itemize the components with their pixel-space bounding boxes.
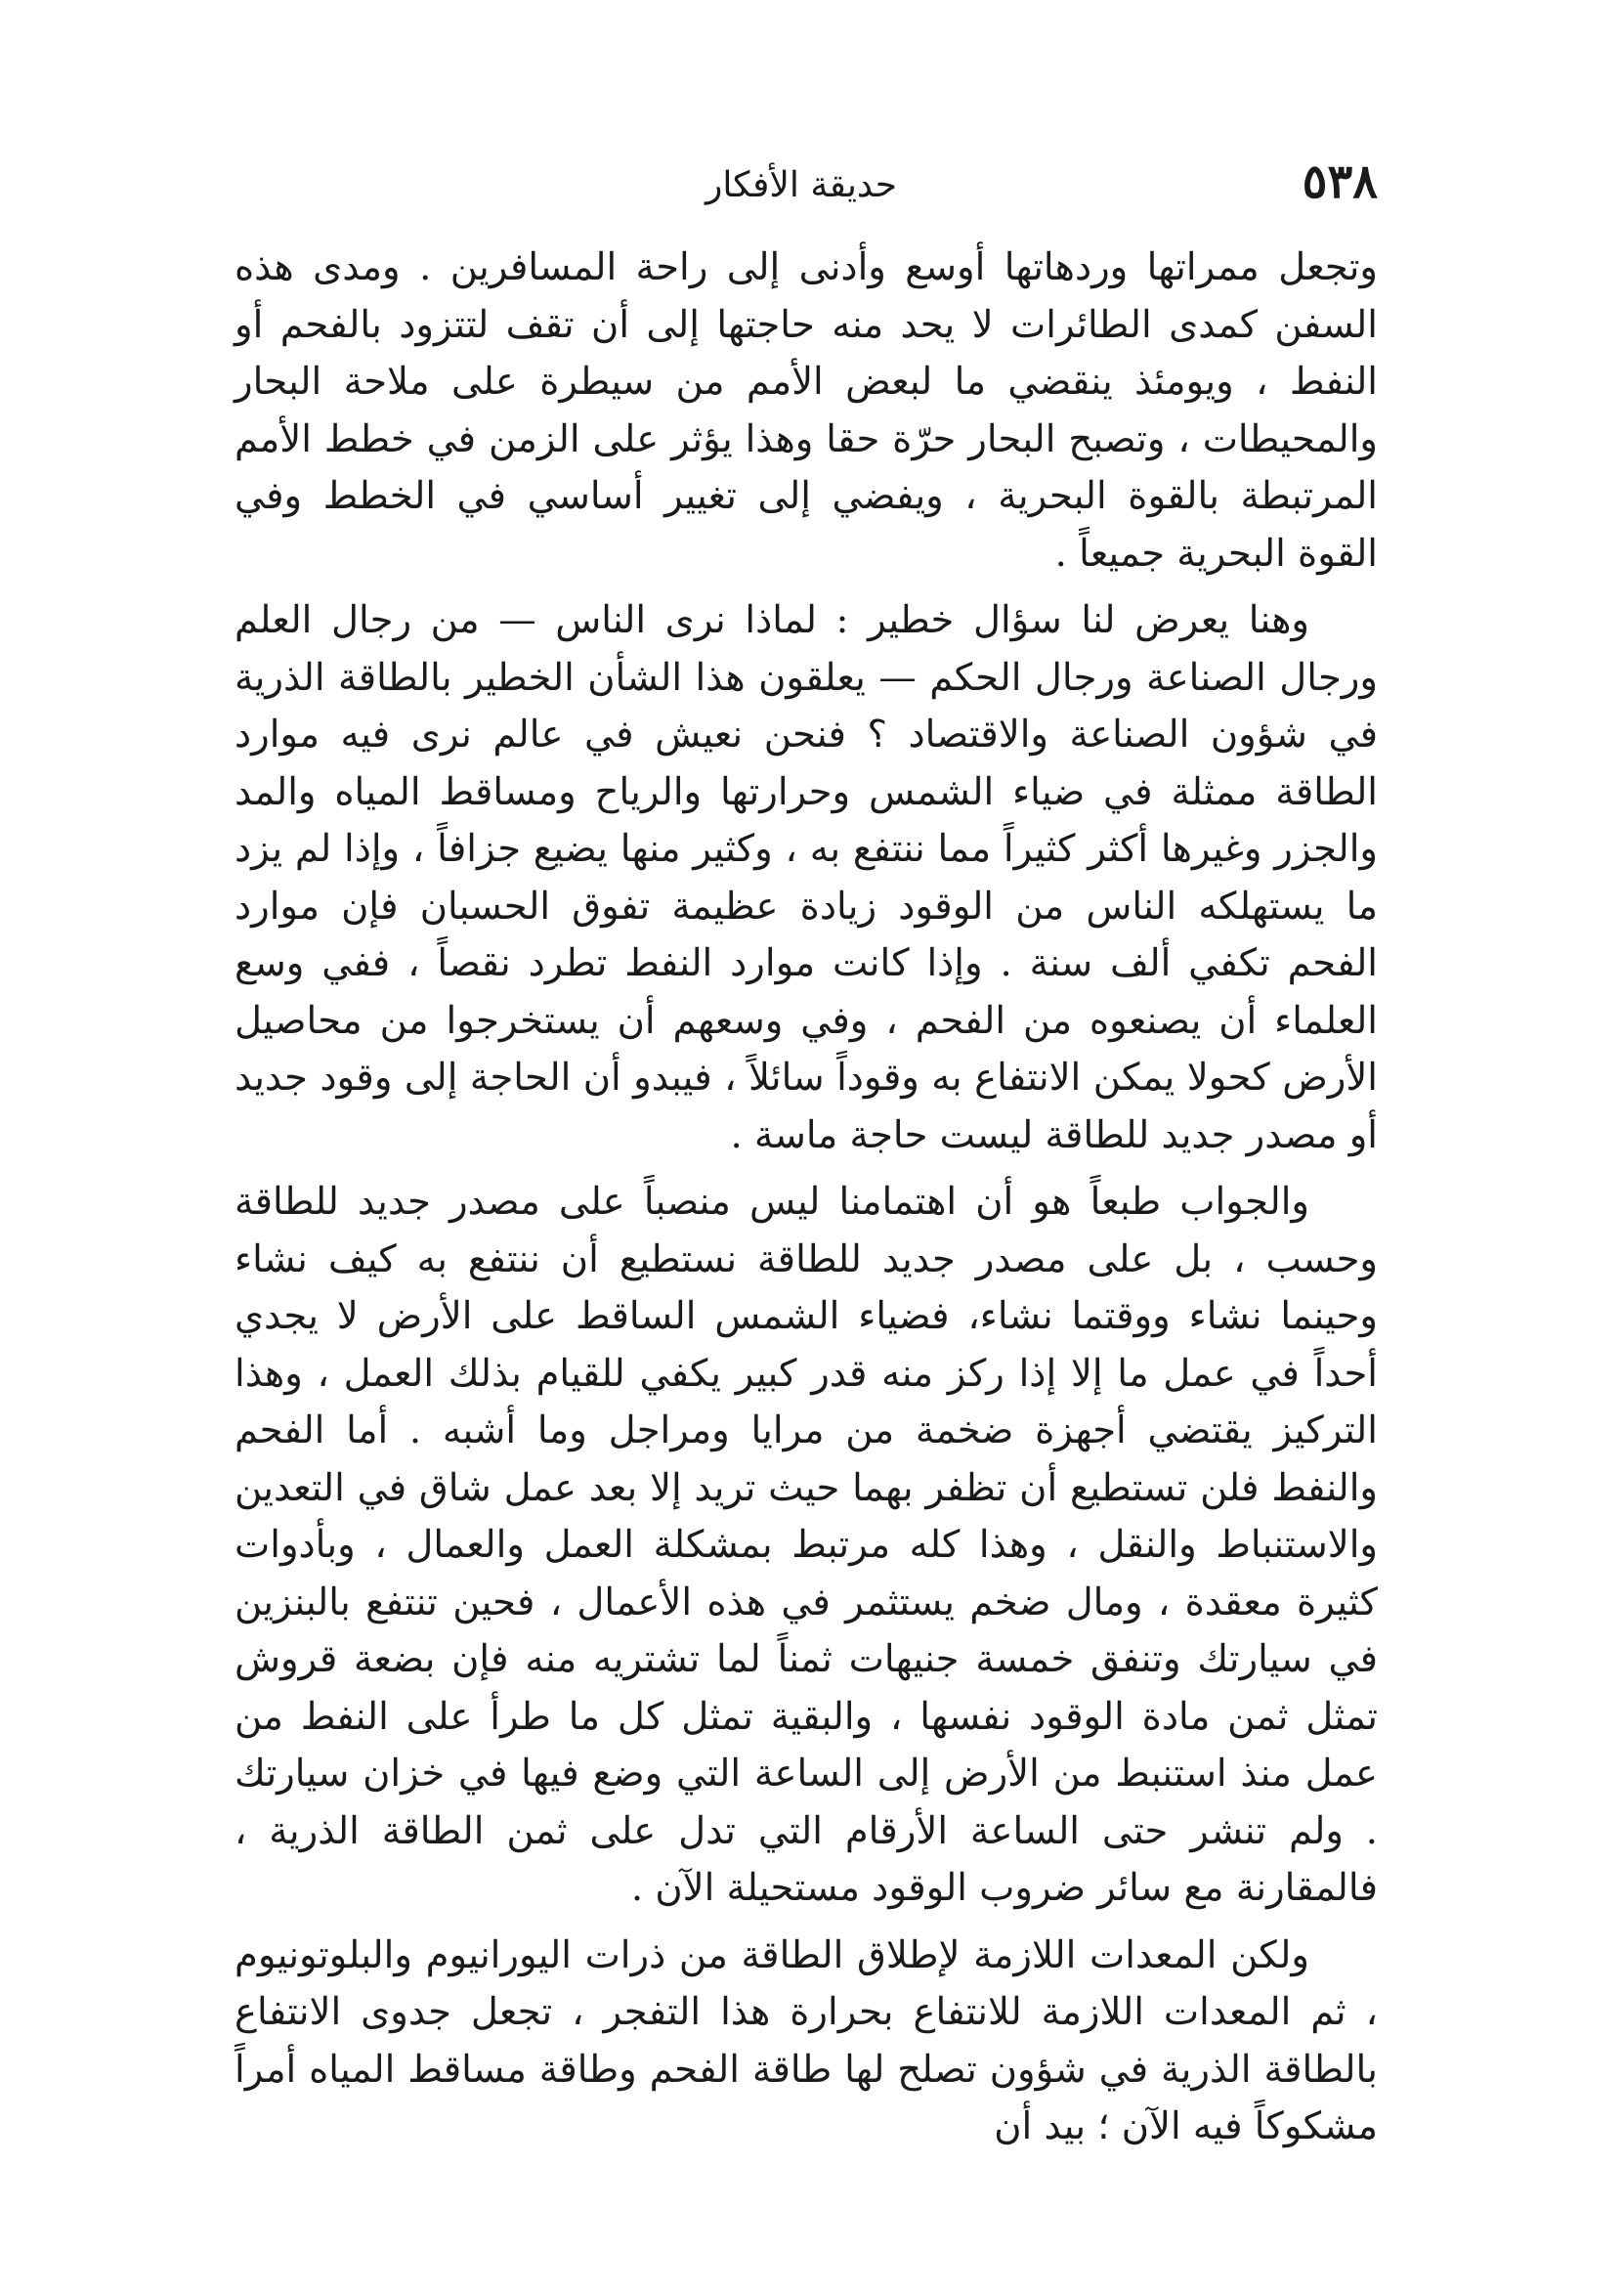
page-header — [225, 147, 1378, 225]
paragraph-3: والجواب طبعاً هو أن اهتمامنا ليس منصباً على مصدر جديد للطاقة وحسب ، بل على مصدر جديد للطاقة نستطيع أن ننتفع به كيف نشاء وحينما نشاء ووقتما نشاء، فضياء الشمس الساقط على الأرض لا يجدي أحداً في عمل ما إلا إذا ركز منه قدر كبير يكفي للقيام بذلك العمل ، وهذا التركيز يقتضي أجهزة ضخمة من مرايا ومراجل وما أشبه . أما الفحم والنفط فلن تستطيع أن تظفر بهما حيث تريد إلا بعد عمل شاق في التعدين والاستنباط والنقل ، وهذا كله مرتبط بمشكلة العمل والعمال ، وبأدوات كثيرة معقدة ، ومال ضخم يستثمر في هذه الأعمال ، فحين تنتفع بالبنزين في سيارتك وتنفق خمسة جنيهات ثمناً لما تشتريه منه فإن بضعة قروش تمثل ثمن مادة الوقود نفسها ، والبقية تمثل كل ما طرأ على النفط من عمل منذ استنبط من الأرض إلى الساعة التي وضع فيها في خزان سيارتك . ولم تنشر حتى الساعة الأرقام التي تدل على ثمن الطاقة الذرية ، فالمقارنة مع سائر ضروب الوقود مستحيلة الآن . — [235, 1180, 1378, 1910]
page-number: ٥٣٨ — [1302, 154, 1378, 209]
paragraph-1: وتجعل ممراتها وردهاتها أوسع وأدنى إلى راحة المسافرين . ومدى هذه السفن كمدى الطائرات لا يحد منه حاجتها إلى أن تقف لتتزود بالفحم أو النفط ، ويومئذ ينقضي ما لبعض الأمم من سيطرة على ملاحة البحار والمحيطات ، وتصبح البحار حرّة حقا وهذا يؤثر على الزمن في خطط الأمم المرتبطة بالقوة البحرية ، ويفضي إلى تغيير أساسي في الخطط وفي القوة البحرية جميعاً . — [235, 245, 1378, 576]
running-title: حديقة الأفكار — [705, 165, 898, 205]
paragraph-4: ولكن المعدات اللازمة لإطلاق الطاقة من ذرات اليورانيوم والبلوتونيوم ، ثم المعدات اللازمة للانتفاع بحرارة هذا التفجر ، تجعل جدوى الانتفاع بالطاقة الذرية في شؤون تصلح لها طاقة الفحم وطاقة مساقط المياه أمراً مشكوكاً فيه الآن ؛ بيد أن — [235, 1932, 1378, 2148]
paragraph-2: وهنا يعرض لنا سؤال خطير : لماذا نرى الناس — من رجال العلم ورجال الصناعة ورجال الحكم — يعلقون هذا الشأن الخطير بالطاقة الذرية في شؤون الصناعة والاقتصاد ؟ فنحن نعيش في عالم نرى فيه موارد الطاقة ممثلة في ضياء الشمس وحرارتها والرياح ومساقط المياه والمد والجزر وغيرها أكثر كثيراً مما ننتفع به ، وكثير منها يضيع جزافاً ، وإذا لم يزد ما يستهلكه الناس من الوقود زيادة عظيمة تفوق الحسبان فإن موارد الفحم تكفي ألف سنة . وإذا كانت موارد النفط تطرد نقصاً ، ففي وسع العلماء أن يصنعوه من الفحم ، وفي وسعهم أن يستخرجوا من محاصيل الأرض كحولا يمكن الانتفاع به وقوداً سائلاً ، فيبدو أن الحاجة إلى وقود جديد أو مصدر جديد للطاقة ليست حاجة ماسة . — [235, 598, 1378, 1157]
body-text — [235, 239, 1378, 2166]
